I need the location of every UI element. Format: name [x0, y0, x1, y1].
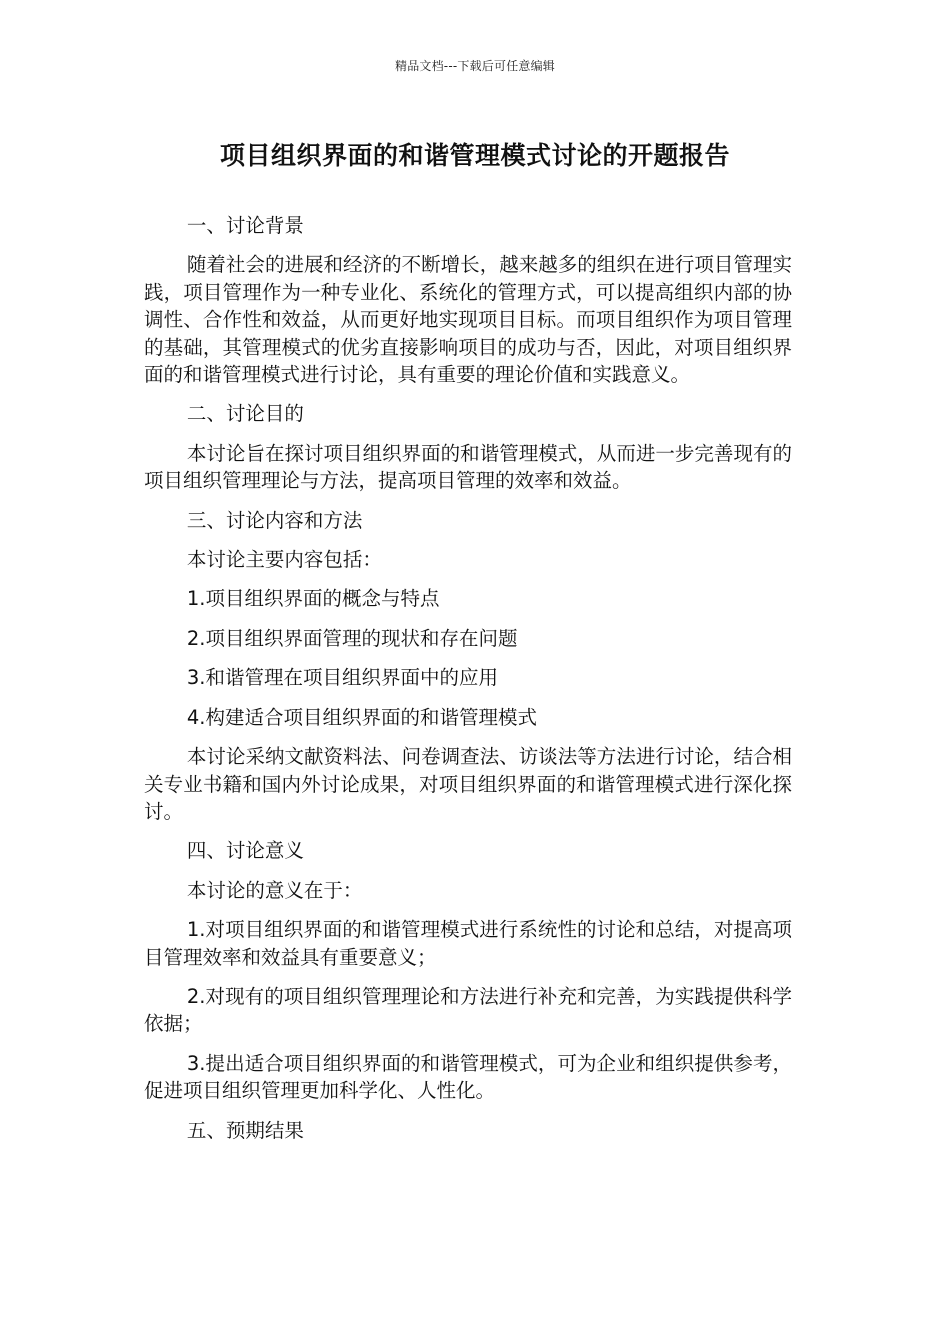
list-item-significance-2: 2.对现有的项目组织管理理论和方法进行补充和完善，为实践提供科学依据；	[144, 984, 792, 1036]
document-body	[144, 212, 792, 1156]
section-heading-purpose: 二、讨论目的	[186, 402, 304, 426]
section-heading-significance: 四、讨论意义	[186, 839, 304, 863]
section-heading-background: 一、讨论背景	[186, 214, 304, 237]
list-item-content-3: 3.和谐管理在项目组织界面中的应用	[186, 666, 498, 690]
section-heading-expected-results: 五、预期结果	[186, 1118, 304, 1142]
paragraph-method: 本讨论采纳文献资料法、问卷调查法、访谈法等方法进行讨论，结合相关专业书籍和国内外讨论成果，对项目组织界面的和谐管理模式进行深化探讨。	[144, 745, 792, 823]
paragraph-background: 随着社会的进展和经济的不断增长，越来越多的组织在进行项目管理实践，项目管理作为一种专业化、系统化的管理方式，可以提高组织内部的协调性、合作性和效益，从而更好地实现项目目标。而项目组织作为项目管理的基础，其管理模式的优劣直接影响项目的成功与否，因此，对项目组织界面的和谐管理模式进行讨论，具有重要的理论价值和实践意义。	[144, 253, 792, 387]
list-item-significance-1: 1.对项目组织界面的和谐管理模式进行系统性的讨论和总结，对提高项目管理效率和效益具有重要意义；	[144, 918, 792, 969]
paragraph-content-intro: 本讨论主要内容包括：	[186, 548, 382, 572]
list-item-significance-3: 3.提出适合项目组织界面的和谐管理模式，可为企业和组织提供参考，促进项目组织管理更加科学化、人性化。	[144, 1051, 792, 1103]
header-note: 精品文档---下载后可任意编辑	[395, 59, 555, 73]
section-heading-content-method: 三、讨论内容和方法	[186, 508, 363, 532]
paragraph-significance-intro: 本讨论的意义在于：	[186, 878, 363, 902]
list-item-content-4: 4.构建适合项目组织界面的和谐管理模式	[186, 705, 537, 729]
paragraph-purpose: 本讨论旨在探讨项目组织界面的和谐管理模式，从而进一步完善现有的项目组织管理理论与方法，提高项目管理的效率和效益。	[144, 441, 792, 493]
document-title: 项目组织界面的和谐管理模式讨论的开题报告	[219, 141, 730, 170]
list-item-content-2: 2.项目组织界面管理的现状和存在问题	[186, 626, 518, 650]
list-item-content-1: 1.项目组织界面的概念与特点	[186, 587, 440, 611]
